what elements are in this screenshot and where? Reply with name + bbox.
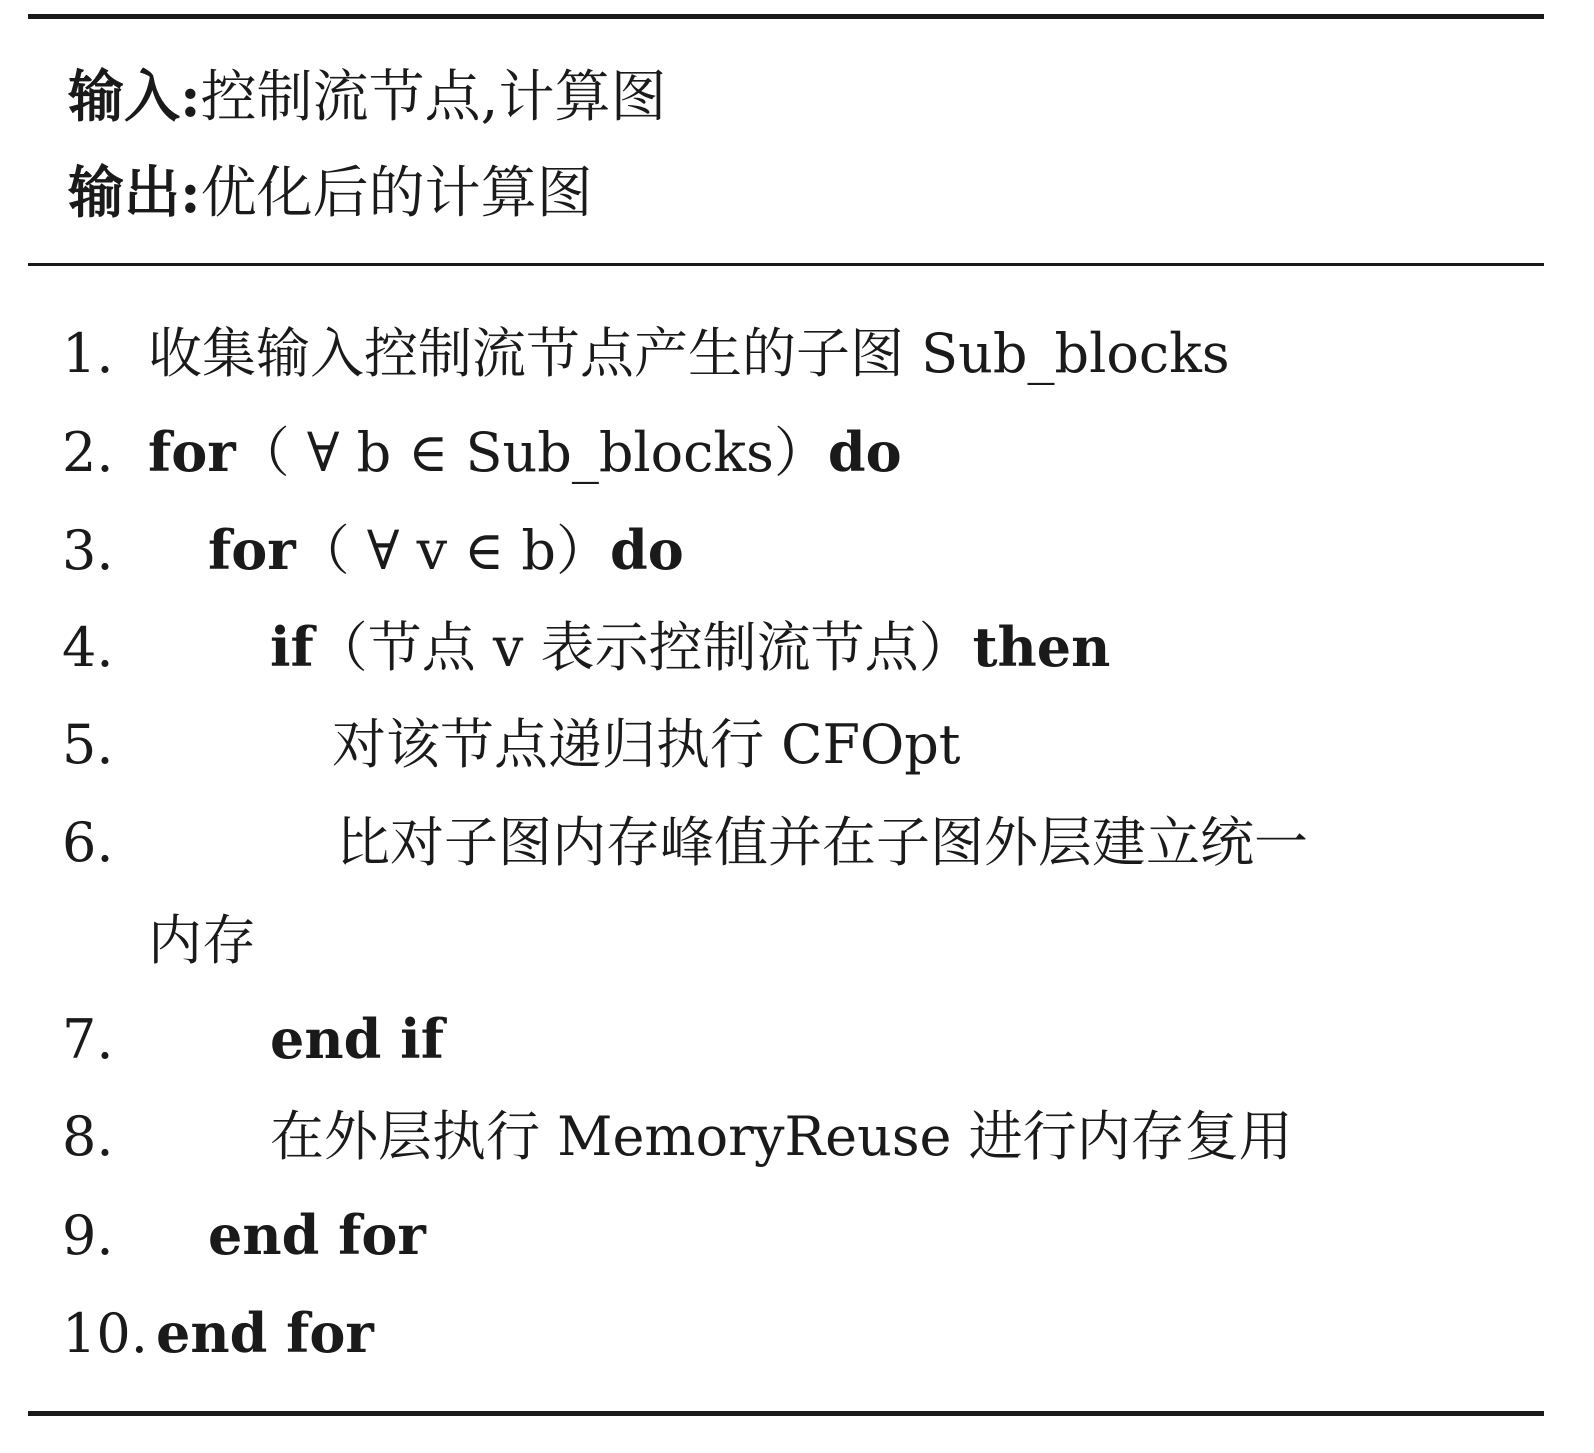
keyword-if: if (270, 615, 314, 679)
keyword-end-for: end for (208, 1203, 426, 1267)
line-number: 3. (62, 519, 114, 582)
algo-line-6-continuation: 内存 (148, 909, 256, 972)
line-number: 9. (62, 1204, 114, 1267)
line-text: （ ∀ v ∈ b） (295, 519, 610, 582)
line-text: （节点 v 表示控制流节点） (313, 616, 973, 679)
line-number: 10. (62, 1302, 148, 1365)
algo-line-7 (62, 1004, 444, 1075)
algo-line-6 (62, 808, 1308, 878)
input-label: 输入: (68, 64, 201, 130)
algo-line-5 (62, 710, 961, 780)
keyword-end-for: end for (156, 1301, 374, 1365)
bottom-rule (28, 1411, 1544, 1416)
line-text: 收集输入控制流节点产生的子图 Sub_blocks (148, 322, 1230, 385)
line-number: 5. (62, 713, 114, 776)
keyword-do: do (610, 518, 684, 582)
keyword-for: for (208, 518, 296, 582)
line-number: 2. (62, 421, 114, 484)
input-line (68, 62, 666, 133)
line-number: 6. (62, 811, 114, 874)
keyword-end-if: end if (270, 1007, 444, 1071)
input-text: 控制流节点,计算图 (200, 65, 667, 130)
line-text: 比对子图内存峰值并在子图外层建立统一 (336, 811, 1308, 874)
keyword-do: do (827, 420, 902, 484)
line-number: 8. (62, 1105, 114, 1168)
line-text: 对该节点递归执行 CFOpt (332, 713, 961, 776)
algo-line-9 (62, 1200, 426, 1271)
line-number: 1. (62, 322, 114, 385)
line-number: 4. (62, 616, 114, 679)
algo-line-3 (62, 515, 684, 586)
line-number: 7. (62, 1008, 114, 1071)
output-text: 优化后的计算图 (200, 161, 593, 226)
algo-line-2 (62, 417, 902, 488)
algo-line-4 (62, 612, 1111, 683)
output-label: 输出: (68, 160, 201, 226)
output-line (68, 158, 593, 229)
algo-line-10 (62, 1298, 374, 1369)
top-rule (28, 14, 1544, 19)
header-rule (28, 263, 1544, 266)
algo-line-8 (62, 1102, 1293, 1172)
line-text: 在外层执行 MemoryReuse 进行内存复用 (270, 1105, 1293, 1168)
algo-line-1 (62, 319, 1230, 389)
keyword-then: then (972, 615, 1111, 679)
keyword-for: for (148, 420, 236, 484)
line-text: （ ∀ b ∈ Sub_blocks） (235, 421, 828, 484)
